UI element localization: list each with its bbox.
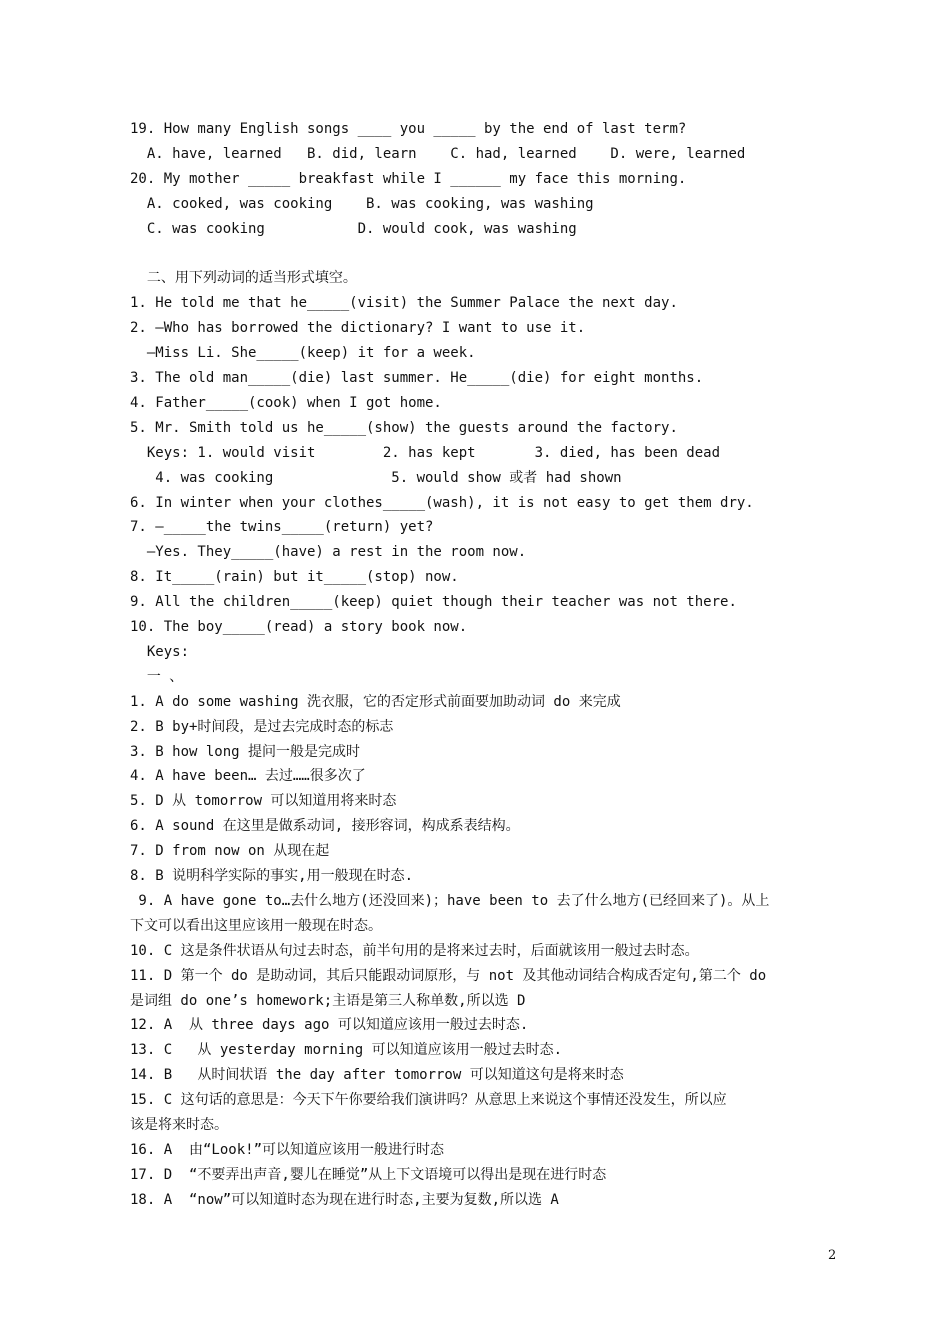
text-line: 4. Father_____(cook) when I got home.: [130, 394, 442, 411]
text-line: 7. D from now on 从现在起: [130, 843, 330, 860]
text-line: 下文可以看出这里应该用一般现在时态。: [130, 917, 382, 934]
text-line: 10. C 这是条件状语从句过去时态，前半句用的是将来过去时，后面就该用一般过去时态。: [130, 942, 699, 959]
text-line: 二、用下列动词的适当形式填空。: [130, 270, 357, 287]
text-line: 9. A have gone to…去什么地方(还没回来)；have been to 去了什么地方(已经回来了)。从上: [130, 892, 770, 909]
text-line: 19. How many English songs ____ you _____ by the end of last term?: [130, 121, 687, 137]
text-line: —Yes. They_____(have) a rest in the room now.: [130, 544, 527, 561]
text-line: 20. My mother _____ breakfast while I ______ my face this morning.: [130, 170, 687, 187]
text-line: 1. He told me that he_____(visit) the Summer Palace the next day.: [130, 295, 678, 312]
text-line: 4. was cooking 5. would show 或者 had shown: [130, 469, 622, 486]
text-line: Keys:: [130, 643, 190, 660]
text-line: —Miss Li. She_____(keep) it for a week.: [130, 345, 476, 362]
text-line: 5. D 从 tomorrow 可以知道用将来时态: [130, 793, 397, 810]
text-line: 15. C 这句话的意思是：今天下午你要给我们演讲吗？从意思上来说这个事情还没发生，所以应: [130, 1092, 727, 1109]
text-line: 5. Mr. Smith told us he_____(show) the guests around the factory.: [130, 419, 678, 436]
text-line: 3. The old man_____(die) last summer. He_____(die) for eight months.: [130, 370, 704, 386]
text-line: 12. A 从 three days ago 可以知道应该用一般过去时态.: [130, 1017, 529, 1034]
text-line: 4. A have been… 去过……很多次了: [130, 768, 366, 785]
text-line: 该是将来时态。: [130, 1117, 228, 1133]
page-number: 2: [828, 1248, 837, 1263]
text-line: 一 、: [130, 668, 184, 685]
text-line: 11. D 第一个 do 是助动词，其后只能跟动词原形，与 not 及其他动词结合构成否定句,第二个 do: [130, 967, 767, 984]
text-line: 8. B 说明科学实际的事实,用一般现在时态.: [130, 868, 413, 884]
text-line: A. have, learned B. did, learn C. had, learned D. were, learned: [130, 145, 746, 162]
text-line: 2. —Who has borrowed the dictionary? I want to use it.: [130, 320, 586, 337]
text-line: 1. A do some washing 洗衣服，它的否定形式前面要加助动词 do 来完成: [130, 693, 621, 710]
text-line: 8. It_____(rain) but it_____(stop) now.: [130, 569, 459, 586]
text-line: Keys: 1. would visit 2. has kept 3. died, has been dead: [130, 444, 721, 461]
text-line: 3. B how long 提问一般是完成时: [130, 743, 361, 760]
text-line: 16. A 由“Look!”可以知道应该用一般进行时态: [130, 1141, 445, 1158]
text-line: 6. In winter when your clothes_____(wash), it is not easy to get them dry.: [130, 494, 754, 511]
text-line: A. cooked, was cooking B. was cooking, was washing: [130, 195, 594, 212]
text-line: 17. D “不要弄出声音,婴儿在睡觉”从上下文语境可以得出是现在进行时态: [130, 1166, 607, 1183]
text-line: 18. A “now”可以知道时态为现在进行时态,主要为复数,所以选 A: [130, 1191, 559, 1208]
text-line: 7. —_____the twins_____(return) yet?: [130, 519, 434, 536]
text-line: 14. B 从时间状语 the day after tomorrow 可以知道这句是将来时态: [130, 1067, 624, 1084]
text-line: C. was cooking D. would cook, was washing: [130, 220, 577, 237]
text-line: 是词组 do one’s homework;主语是第三人称单数,所以选 D: [130, 992, 526, 1009]
text-line: 10. The boy_____(read) a story book now.: [130, 619, 468, 635]
text-line: 2. B by+时间段，是过去完成时态的标志: [130, 718, 394, 735]
text-line: 13. C 从 yesterday morning 可以知道应该用一般过去时态.: [130, 1042, 563, 1059]
text-line: 9. All the children_____(keep) quiet though their teacher was not there.: [130, 594, 737, 611]
text-line: 6. A sound 在这里是做系动词, 接形容词，构成系表结构。: [130, 818, 520, 835]
